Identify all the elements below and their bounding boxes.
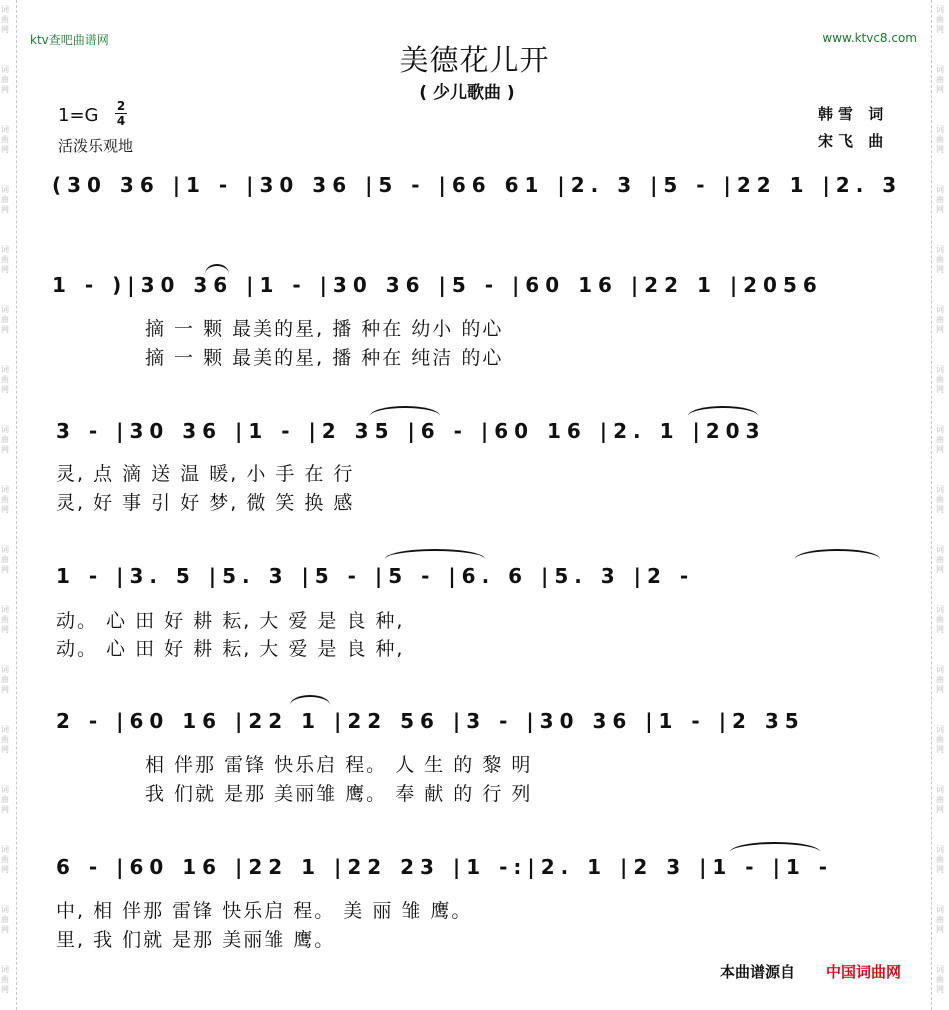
watermark-char: 词 xyxy=(1,905,9,914)
watermark-char: 网 xyxy=(1,865,9,874)
watermark-char: 曲 xyxy=(1,915,9,924)
watermark-char: 网 xyxy=(936,805,944,814)
watermark-char: 词 xyxy=(1,545,9,554)
watermark-char: 词 xyxy=(936,605,944,614)
watermark-char: 词 xyxy=(936,185,944,194)
slur xyxy=(205,264,229,274)
watermark-char: 词 xyxy=(1,125,9,134)
watermark-char: 词 xyxy=(1,665,9,674)
lyric-line-6-verse-1: 中, 相 伴那 雷锋 快乐启 程。 美 丽 雏 鹰。 xyxy=(56,900,473,922)
watermark-char: 词 xyxy=(936,665,944,674)
watermark-char: 网 xyxy=(1,85,9,94)
watermark-char: 曲 xyxy=(1,75,9,84)
watermark-char: 曲 xyxy=(936,255,944,264)
slur xyxy=(688,406,758,416)
watermark-char: 词 xyxy=(1,365,9,374)
watermark-char: 网 xyxy=(1,505,9,514)
watermark-char: 词 xyxy=(1,305,9,314)
watermark-char: 曲 xyxy=(936,135,944,144)
watermark-char: 曲 xyxy=(936,795,944,804)
watermark-char: 曲 xyxy=(1,795,9,804)
watermark-char: 词 xyxy=(1,65,9,74)
key-signature: 1=G xyxy=(58,105,99,126)
slur xyxy=(290,695,330,705)
watermark-char: 曲 xyxy=(936,195,944,204)
site-url-right: www.ktvc8.com xyxy=(822,31,917,45)
lyric-line-3-verse-2: 灵, 好 事 引 好 梦, 微 笑 换 感 xyxy=(56,492,355,514)
watermark-char: 词 xyxy=(936,365,944,374)
watermark-char: 曲 xyxy=(1,195,9,204)
slur xyxy=(795,549,880,559)
notation-line-2: 1 - )|30 36 |1 - |30 36 |5 - |60 16 |22 1 |2056 xyxy=(52,273,823,297)
watermark-char: 网 xyxy=(936,385,944,394)
watermark-char: 词 xyxy=(1,845,9,854)
watermark-char: 词 xyxy=(1,965,9,974)
watermark-char: 词 xyxy=(1,485,9,494)
lyric-line-5-verse-1: 相 伴那 雷锋 快乐启 程。 人 生 的 黎 明 xyxy=(145,754,533,776)
watermark-char: 网 xyxy=(1,745,9,754)
notation-line-6: 6 - |60 16 |22 1 |22 23 |1 -:|2. 1 |2 3 |1 - |1 - xyxy=(56,855,834,879)
watermark-char: 网 xyxy=(936,445,944,454)
watermark-char: 网 xyxy=(1,805,9,814)
watermark-char: 词 xyxy=(936,125,944,134)
watermark-char: 网 xyxy=(936,25,944,34)
slur xyxy=(385,549,485,559)
watermark-char: 曲 xyxy=(1,675,9,684)
tempo-marking: 活泼乐观地 xyxy=(58,137,134,155)
composer-credit: 宋飞 曲 xyxy=(818,132,889,150)
watermark-char: 曲 xyxy=(936,315,944,324)
slur xyxy=(370,406,440,416)
watermark-char: 曲 xyxy=(936,915,944,924)
lyric-line-4-verse-1: 动。 心 田 好 耕 耘, 大 爱 是 良 种, xyxy=(56,610,405,632)
watermark-char: 曲 xyxy=(936,615,944,624)
watermark-char: 词 xyxy=(1,5,9,14)
watermark-char: 网 xyxy=(1,25,9,34)
watermark-char: 曲 xyxy=(936,15,944,24)
site-name-left: ktv查吧曲谱网 xyxy=(30,33,109,47)
watermark-char: 曲 xyxy=(936,555,944,564)
watermark-char: 网 xyxy=(1,145,9,154)
watermark-char: 词 xyxy=(936,905,944,914)
watermark-char: 网 xyxy=(1,385,9,394)
watermark-char: 网 xyxy=(1,685,9,694)
watermark-char: 网 xyxy=(936,265,944,274)
watermark-char: 网 xyxy=(936,145,944,154)
watermark-char: 曲 xyxy=(1,495,9,504)
watermark-char: 网 xyxy=(936,505,944,514)
watermark-char: 网 xyxy=(936,625,944,634)
watermark-char: 词 xyxy=(1,185,9,194)
time-signature-bottom: 4 xyxy=(116,114,126,128)
watermark-char: 网 xyxy=(936,325,944,334)
watermark-char: 曲 xyxy=(1,855,9,864)
watermark-char: 词 xyxy=(1,425,9,434)
lyric-line-3-verse-1: 灵, 点 滴 送 温 暖, 小 手 在 行 xyxy=(56,463,355,485)
lyric-line-2-verse-2: 摘 一 颗 最美的星, 播 种在 纯洁 的心 xyxy=(145,347,504,369)
watermark-char: 曲 xyxy=(1,435,9,444)
song-title: 美德花儿开 xyxy=(399,43,550,77)
watermark-char: 词 xyxy=(936,245,944,254)
watermark-char: 曲 xyxy=(1,615,9,624)
notation-line-1: (30 36 |1 - |30 36 |5 - |66 61 |2. 3 |5 - |22 1 |2. 3 xyxy=(52,173,903,197)
lyric-line-2-verse-1: 摘 一 颗 最美的星, 播 种在 幼小 的心 xyxy=(145,318,504,340)
watermark-char: 网 xyxy=(936,685,944,694)
notation-line-5: 2 - |60 16 |22 1 |22 56 |3 - |30 36 |1 - |2 35 xyxy=(56,709,805,733)
right-watermark-strip xyxy=(935,0,949,1010)
watermark-char: 网 xyxy=(936,745,944,754)
watermark-char: 曲 xyxy=(1,315,9,324)
left-watermark-strip xyxy=(0,0,14,1010)
watermark-char: 词 xyxy=(936,485,944,494)
watermark-char: 曲 xyxy=(936,75,944,84)
watermark-char: 词 xyxy=(936,305,944,314)
watermark-char: 词 xyxy=(936,425,944,434)
watermark-char: 网 xyxy=(936,985,944,994)
notation-line-3: 3 - |30 36 |1 - |2 35 |6 - |60 16 |2. 1 |203 xyxy=(56,419,766,443)
watermark-char: 曲 xyxy=(936,375,944,384)
source-site-link[interactable]: 中国词曲网 xyxy=(826,963,902,981)
lyric-line-4-verse-2: 动。 心 田 好 耕 耘, 大 爱 是 良 种, xyxy=(56,638,405,660)
watermark-char: 词 xyxy=(936,785,944,794)
time-signature-top: 2 xyxy=(116,99,126,113)
watermark-char: 网 xyxy=(1,625,9,634)
watermark-char: 曲 xyxy=(1,735,9,744)
watermark-char: 网 xyxy=(1,205,9,214)
watermark-char: 曲 xyxy=(1,555,9,564)
song-subtitle: ( 少儿歌曲 ) xyxy=(419,83,515,103)
watermark-char: 曲 xyxy=(1,255,9,264)
watermark-char: 网 xyxy=(1,445,9,454)
watermark-char: 词 xyxy=(936,725,944,734)
watermark-char: 网 xyxy=(1,925,9,934)
slur xyxy=(730,842,820,852)
watermark-char: 网 xyxy=(936,85,944,94)
watermark-char: 曲 xyxy=(936,735,944,744)
watermark-char: 曲 xyxy=(936,675,944,684)
watermark-char: 网 xyxy=(936,865,944,874)
time-signature xyxy=(115,100,127,127)
watermark-char: 曲 xyxy=(936,435,944,444)
lyric-line-5-verse-2: 我 们就 是那 美丽雏 鹰。 奉 献 的 行 列 xyxy=(145,783,533,805)
watermark-char: 曲 xyxy=(1,135,9,144)
watermark-char: 词 xyxy=(1,725,9,734)
source-label: 本曲谱源自 xyxy=(720,963,796,981)
watermark-char: 词 xyxy=(936,5,944,14)
notation-line-4: 1 - |3. 5 |5. 3 |5 - |5 - |6. 6 |5. 3 |2 - xyxy=(56,564,695,588)
watermark-char: 词 xyxy=(936,965,944,974)
watermark-char: 词 xyxy=(936,65,944,74)
watermark-char: 曲 xyxy=(1,15,9,24)
watermark-char: 曲 xyxy=(936,855,944,864)
watermark-char: 曲 xyxy=(1,375,9,384)
watermark-char: 网 xyxy=(936,205,944,214)
watermark-char: 词 xyxy=(1,605,9,614)
watermark-char: 词 xyxy=(936,545,944,554)
watermark-char: 网 xyxy=(1,565,9,574)
watermark-char: 网 xyxy=(936,565,944,574)
watermark-char: 曲 xyxy=(1,975,9,984)
watermark-char: 网 xyxy=(1,265,9,274)
watermark-char: 词 xyxy=(936,845,944,854)
watermark-char: 网 xyxy=(1,325,9,334)
watermark-char: 网 xyxy=(1,985,9,994)
watermark-char: 曲 xyxy=(936,975,944,984)
lyricist-credit: 韩雪 词 xyxy=(818,105,889,123)
watermark-char: 网 xyxy=(936,925,944,934)
watermark-char: 词 xyxy=(1,785,9,794)
watermark-char: 曲 xyxy=(936,495,944,504)
lyric-line-6-verse-2: 里, 我 们就 是那 美丽雏 鹰。 xyxy=(56,929,336,951)
watermark-char: 词 xyxy=(1,245,9,254)
